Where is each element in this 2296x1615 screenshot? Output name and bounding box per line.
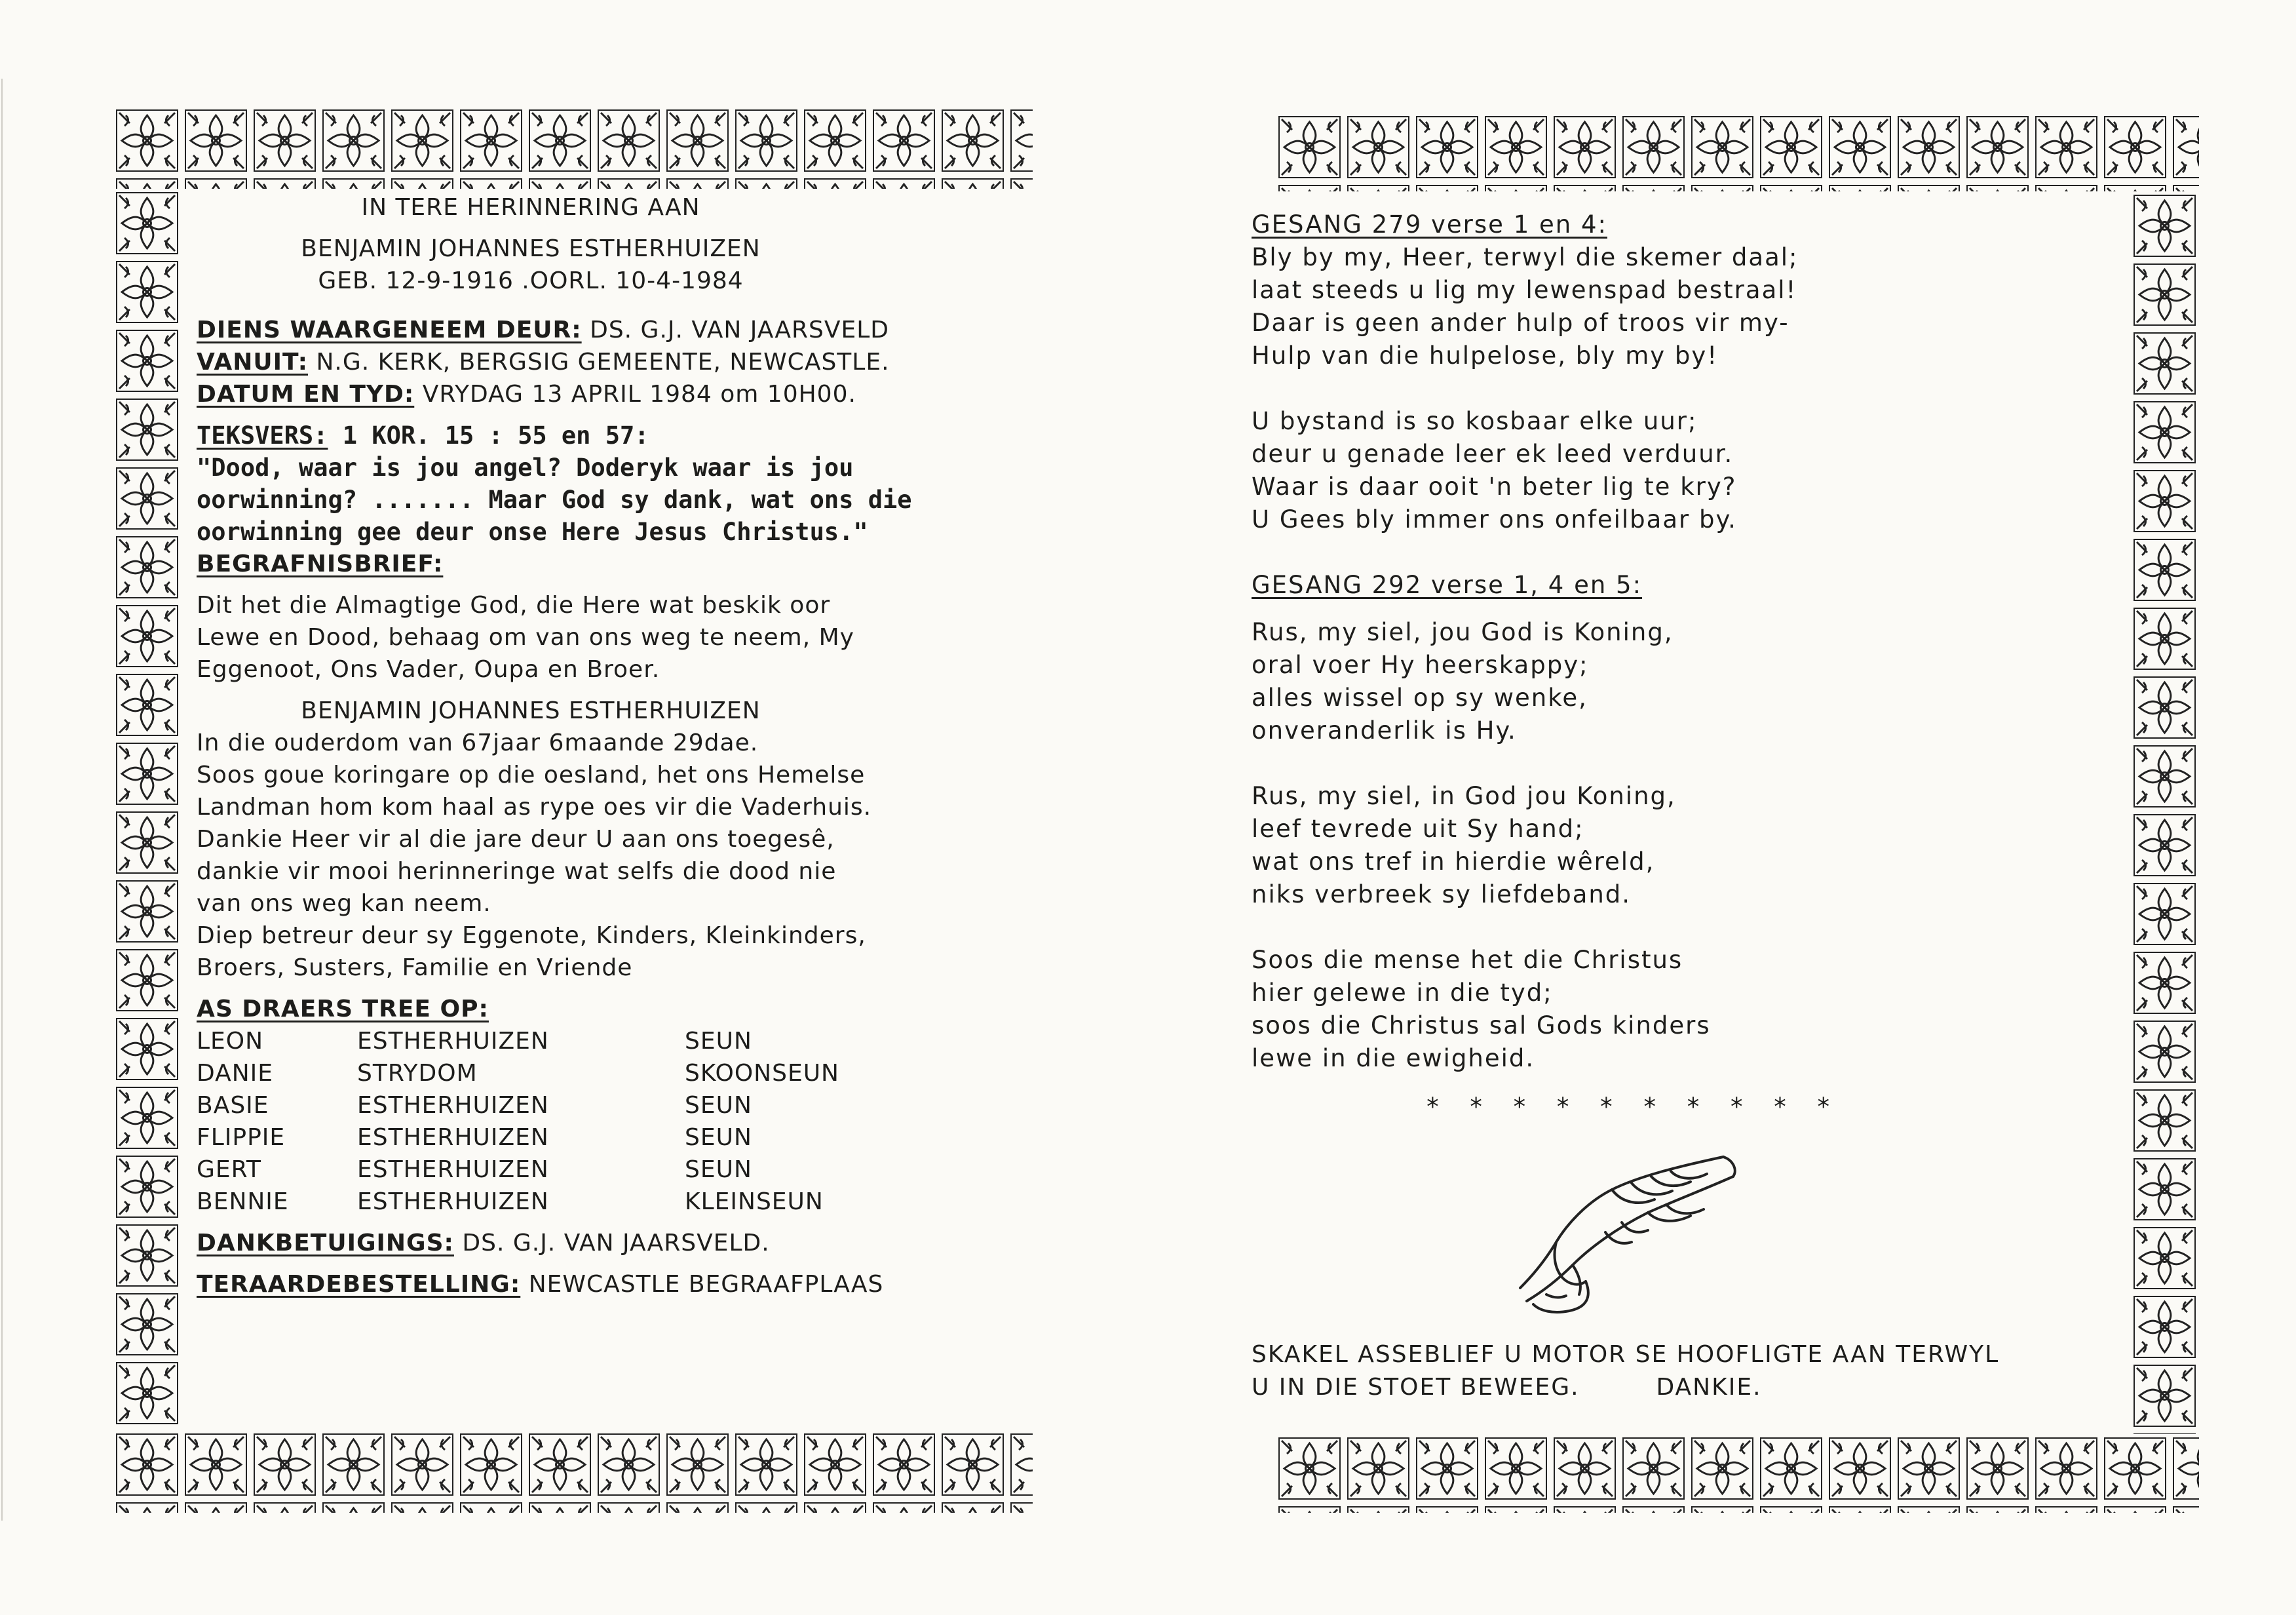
table-row <box>197 1121 839 1154</box>
bearer-first-name: BASIE <box>197 1092 269 1119</box>
body-line: Diep betreur deur sy Eggenote, Kinders, Kleinkinders, <box>197 922 866 949</box>
hymn-line: niks verbreek sy liefdeband. <box>1252 880 1632 908</box>
hymn-line: leef tevrede uit Sy hand; <box>1252 815 1584 843</box>
funeral-letter-label: BEGRAFNISBRIEF: <box>197 551 444 577</box>
table-row <box>197 1154 839 1186</box>
bearer-relation: SEUN <box>685 1124 752 1151</box>
star-divider: * * * * * * * * * * <box>1426 1093 1841 1121</box>
burial-row <box>197 1268 1048 1300</box>
bearer-surname: ESTHERHUIZEN <box>357 1124 549 1151</box>
bearer-relation: SEUN <box>685 1028 752 1055</box>
ornament-border-top <box>1275 113 2199 191</box>
text-verse-reference: 1 KOR. 15 : 55 en 57: <box>342 421 649 450</box>
hymn-line: Soos die mense het die Christus <box>1252 946 1683 974</box>
hymn-line: Rus, my siel, jou God is Koning, <box>1252 618 1674 646</box>
bearer-first-name: DANIE <box>197 1060 274 1087</box>
table-row <box>197 1089 839 1121</box>
hymn-line: lewe in die ewigheid. <box>1252 1044 1535 1072</box>
body-line: van ons weg kan neem. <box>197 890 491 917</box>
ornament-border-left <box>113 189 182 1430</box>
hymn-line: Daar is geen ander hulp of troos vir my- <box>1252 309 1789 337</box>
deceased-name-repeat: BENJAMIN JOHANNES ESTHERHUIZEN <box>301 697 761 724</box>
thanks-row <box>197 1227 1048 1259</box>
bearer-relation: SEUN <box>685 1156 752 1183</box>
bearer-surname: STRYDOM <box>357 1060 478 1087</box>
hymn-line: wat ons tref in hierdie wêreld, <box>1252 847 1655 876</box>
verse-line: oorwinning? ....... Maar God sy dank, wat ons die <box>197 486 912 514</box>
from-label: VANUIT: <box>197 349 309 376</box>
notice-thanks: DANKIE. <box>1656 1374 1762 1401</box>
deceased-name: BENJAMIN JOHANNES ESTHERHUIZEN <box>301 235 761 262</box>
datetime-label: DATUM EN TYD: <box>197 381 415 408</box>
service-row <box>197 314 1048 346</box>
hymn-line: Hulp van die hulpelose, bly my by! <box>1252 341 1719 370</box>
ornament-border-bottom <box>113 1430 1033 1513</box>
ornament-border-top <box>113 106 1033 189</box>
table-row <box>197 1186 839 1218</box>
table-row <box>197 1057 839 1089</box>
hymn-279-title: GESANG 279 verse 1 en 4: <box>1252 210 1607 239</box>
bearer-first-name: BENNIE <box>197 1188 289 1215</box>
letter-line: Dit het die Almagtige God, die Here wat beskik oor <box>197 592 831 619</box>
datetime-row <box>197 378 1048 410</box>
datetime-value: VRYDAG 13 APRIL 1984 om 10H00. <box>422 381 856 408</box>
body-line: Landman hom kom haal as rype oes vir die Vaderhuis. <box>197 794 872 821</box>
hymn-line: Waar is daar ooit 'n beter lig te kry? <box>1252 473 1737 501</box>
ornament-border-right <box>2130 191 2199 1434</box>
bearer-relation: SKOONSEUN <box>685 1060 839 1087</box>
bearer-surname: ESTHERHUIZEN <box>357 1156 549 1183</box>
hymn-line: laat steeds u lig my lewenspad bestraal! <box>1252 276 1797 304</box>
hymn-line: oral voer Hy heerskappy; <box>1252 651 1589 679</box>
bearer-relation: KLEINSEUN <box>685 1188 824 1215</box>
left-page-text <box>197 191 1048 1300</box>
headlights-notice <box>1252 1338 2169 1404</box>
hymn-line: U Gees bly immer ons onfeilbaar by. <box>1252 505 1737 534</box>
bearer-first-name: LEON <box>197 1028 264 1055</box>
bearer-surname: ESTHERHUIZEN <box>357 1028 549 1055</box>
burial-label: TERAARDEBESTELLING: <box>197 1271 521 1298</box>
birth-death-dates: GEB. 12-9-1916 .OORL. 10-4-1984 <box>318 267 744 294</box>
hymn-line: Rus, my siel, in God jou Koning, <box>1252 782 1676 810</box>
notice-line-2 <box>1252 1371 2169 1404</box>
verse-line: "Dood, waar is jou angel? Doderyk waar is jou <box>197 454 854 482</box>
body-line: In die ouderdom van 67jaar 6maande 29dae. <box>197 730 759 756</box>
table-row <box>197 1025 839 1057</box>
thanks-label: DANKBETUIGINGS: <box>197 1230 454 1256</box>
thanks-value: DS. G.J. VAN JAARSVELD. <box>462 1230 770 1256</box>
hymn-line: Bly by my, Heer, terwyl die skemer daal; <box>1252 243 1799 271</box>
body-line: Soos goue koringare op die oesland, het ons Hemelse <box>197 762 866 788</box>
notice-line-2-text: U IN DIE STOET BEWEEG. <box>1252 1374 1580 1401</box>
hymn-line: deur u genade leer ek leed verduur. <box>1252 440 1734 468</box>
hymn-line: hier gelewe in die tyd; <box>1252 979 1553 1007</box>
letter-line: Lewe en Dood, behaag om van ons weg te neem, My <box>197 624 854 651</box>
body-line: Dankie Heer vir al die jare deur U aan ons toegesê, <box>197 826 835 853</box>
body-line: dankie vir mooi herinneringe wat selfs die dood nie <box>197 858 837 885</box>
text-verse-label: TEKSVERS: <box>197 421 328 450</box>
bearer-surname: ESTHERHUIZEN <box>357 1092 549 1119</box>
hymn-line: U bystand is so kosbaar elke uur; <box>1252 407 1698 435</box>
hymn-line: onveranderlik is Hy. <box>1252 716 1517 745</box>
bearers-table <box>197 1025 839 1218</box>
burial-value: NEWCASTLE BEGRAAFPLAAS <box>528 1271 884 1298</box>
bearer-first-name: GERT <box>197 1156 262 1183</box>
memorial-heading: IN TERE HERINNERING AAN <box>361 194 700 221</box>
hymn-line: soos die Christus sal Gods kinders <box>1252 1011 1711 1040</box>
bearer-relation: SEUN <box>685 1092 752 1119</box>
bearers-label: AS DRAERS TREE OP: <box>197 996 489 1022</box>
praying-hands-icon <box>1507 1144 1750 1321</box>
body-line: Broers, Susters, Familie en Vriende <box>197 954 633 981</box>
hymn-line: alles wissel op sy wenke, <box>1252 684 1588 712</box>
notice-line-1: SKAKEL ASSEBLIEF U MOTOR SE HOOFLIGTE AAN TERWYL <box>1252 1341 2000 1368</box>
service-value: DS. G.J. VAN JAARSVELD <box>590 317 889 343</box>
from-value: N.G. KERK, BERGSIG GEMEENTE, NEWCASTLE. <box>316 349 890 376</box>
from-row <box>197 346 1048 378</box>
verse-line: oorwinning gee deur onse Here Jesus Christus." <box>197 518 868 546</box>
hymn-292-title: GESANG 292 verse 1, 4 en 5: <box>1252 571 1643 599</box>
page-fold-line <box>1 79 3 1521</box>
ornament-border-bottom <box>1275 1434 2199 1513</box>
bearer-first-name: FLIPPIE <box>197 1124 286 1151</box>
right-page-text <box>1252 208 2064 1123</box>
letter-line: Eggenoot, Ons Vader, Oupa en Broer. <box>197 656 660 683</box>
bearer-surname: ESTHERHUIZEN <box>357 1188 549 1215</box>
text-verse-row <box>197 419 1048 452</box>
service-label: DIENS WAARGENEEM DEUR: <box>197 317 582 343</box>
